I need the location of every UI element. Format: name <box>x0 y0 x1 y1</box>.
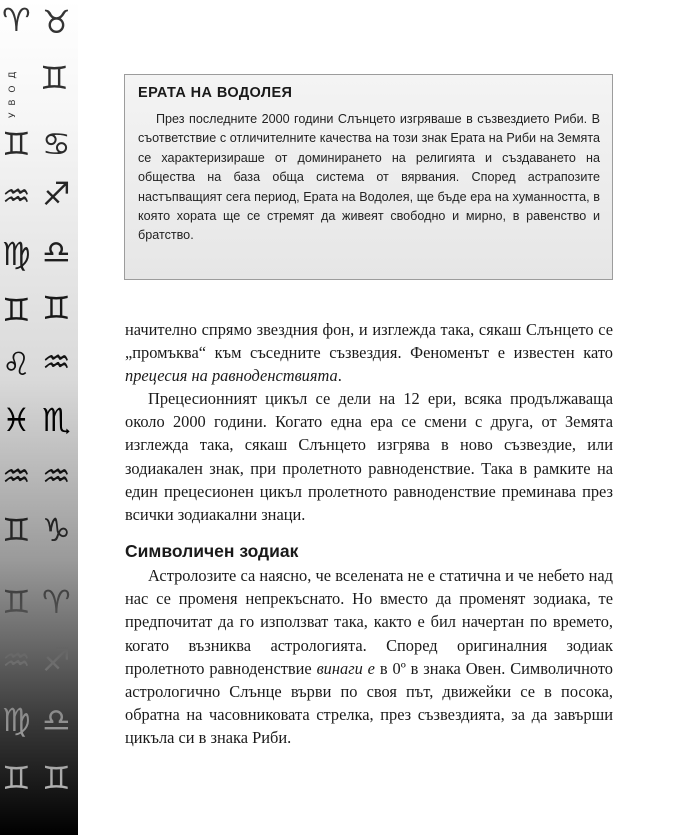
gemini-symbol-icon: ♊ <box>42 289 71 327</box>
zodiac-glyph-column <box>0 0 78 835</box>
body-paragraph-3 <box>125 564 613 750</box>
aries-figure-icon: ♈ <box>42 583 71 621</box>
sagittarius-figure-icon: ♐ <box>42 641 71 679</box>
sidebar-title: ЕРАТА НА ВОДОЛЕЯ <box>138 85 293 101</box>
body-text: Астролозите са наясно, че вселената не е статична и че небето над нас се променя непрекъснато. Но вместо да променят зодиака, те предпочитат да го използват така, както е бил начертан по времето, когато възниква астрологията. Според оригиналния зодиак пролетното равноденствие <box>125 566 613 678</box>
gemini-symbol-icon: ♊ <box>2 125 31 163</box>
aquarius-symbol-icon: ♒ <box>2 641 31 679</box>
libra-figure-icon: ♎ <box>42 233 71 271</box>
aquarius-symbol-icon: ♒ <box>2 177 31 215</box>
leo-symbol-icon: ♌ <box>2 345 31 383</box>
body-text: . <box>337 366 342 386</box>
body-paragraph-2 <box>125 387 613 526</box>
body-italic-term: винаги е <box>316 658 375 678</box>
aquarius-figure-icon: ♒ <box>42 343 71 381</box>
cancer-figure-icon: ♋ <box>42 125 71 163</box>
gemini-symbol-icon: ♊ <box>42 759 71 797</box>
body-paragraph-1 <box>125 318 613 388</box>
libra-figure-icon: ♎ <box>42 701 71 739</box>
body-text: начително спрямо звездния фон, и изглежда така, сякаш Слънцето се „промъква“ към съседните съзвездия. Феноменът е известен като <box>125 320 613 363</box>
pisces-symbol-icon: ♓ <box>2 401 31 439</box>
sagittarius-figure-icon: ♐ <box>42 175 71 213</box>
body-italic-term: прецесия на равноденствията <box>125 366 338 386</box>
taurus-figure-icon: ♉ <box>42 3 71 41</box>
virgo-symbol-icon: ♍ <box>2 235 31 273</box>
gemini-figure-icon: ♊ <box>2 291 31 329</box>
aries-symbol-icon: ♈ <box>2 1 31 39</box>
aquarius-figure-icon: ♒ <box>42 457 71 495</box>
section-tab-label: У В О Д <box>8 69 18 118</box>
sidebar-text: През последните 2000 години Слънцето изгряваше в съзвездието Риби. В съответствие с отличителните качества на този знак Ерата на Риби на Земята се характеризираше от доминирането на религията и създаването на общества на база обща система от вярвания. Според астрапозите настъпващият сега период, Ерата на Водолея, ще бъде ера на хуманността, в която хората ще се стремят да живеят свободно и мирно, в равенство и братство. <box>138 112 600 243</box>
body-text: Прецесионният цикъл се дели на 12 ери, всяка продължаваща около 2000 години. Когато една ера се смени с друга, от Земята изглежда така, сякаш Слънцето изгрява в ново съзвездие, или зодиакален знак, при пролетното равноденствие. Така в рамките на един прецесионен цикъл пролетното равноденствие преминава през всички зодиакални знаци. <box>125 389 613 525</box>
scorpio-figure-icon: ♏ <box>42 401 71 439</box>
gemini-symbol-icon: ♊ <box>40 59 69 97</box>
body-text: в 0º в знака Овен. Символичното астрологично Слънце върви по своя път, движейки се в посока, обратна на часовниковата стрелка, през съзвездията, за да завърши цикъла си в знака Риби. <box>125 658 613 748</box>
aquarius-symbol-icon: ♒ <box>2 457 31 495</box>
gemini-symbol-icon: ♊ <box>2 583 31 621</box>
gemini-figure-icon: ♊ <box>2 759 31 797</box>
sidebar-box <box>124 74 613 280</box>
virgo-symbol-icon: ♍ <box>2 701 31 739</box>
section-heading: Символичен зодиак <box>125 541 299 561</box>
gemini-symbol-icon: ♊ <box>2 511 31 549</box>
section-tab <box>6 69 20 118</box>
capricorn-figure-icon: ♑ <box>42 511 71 549</box>
